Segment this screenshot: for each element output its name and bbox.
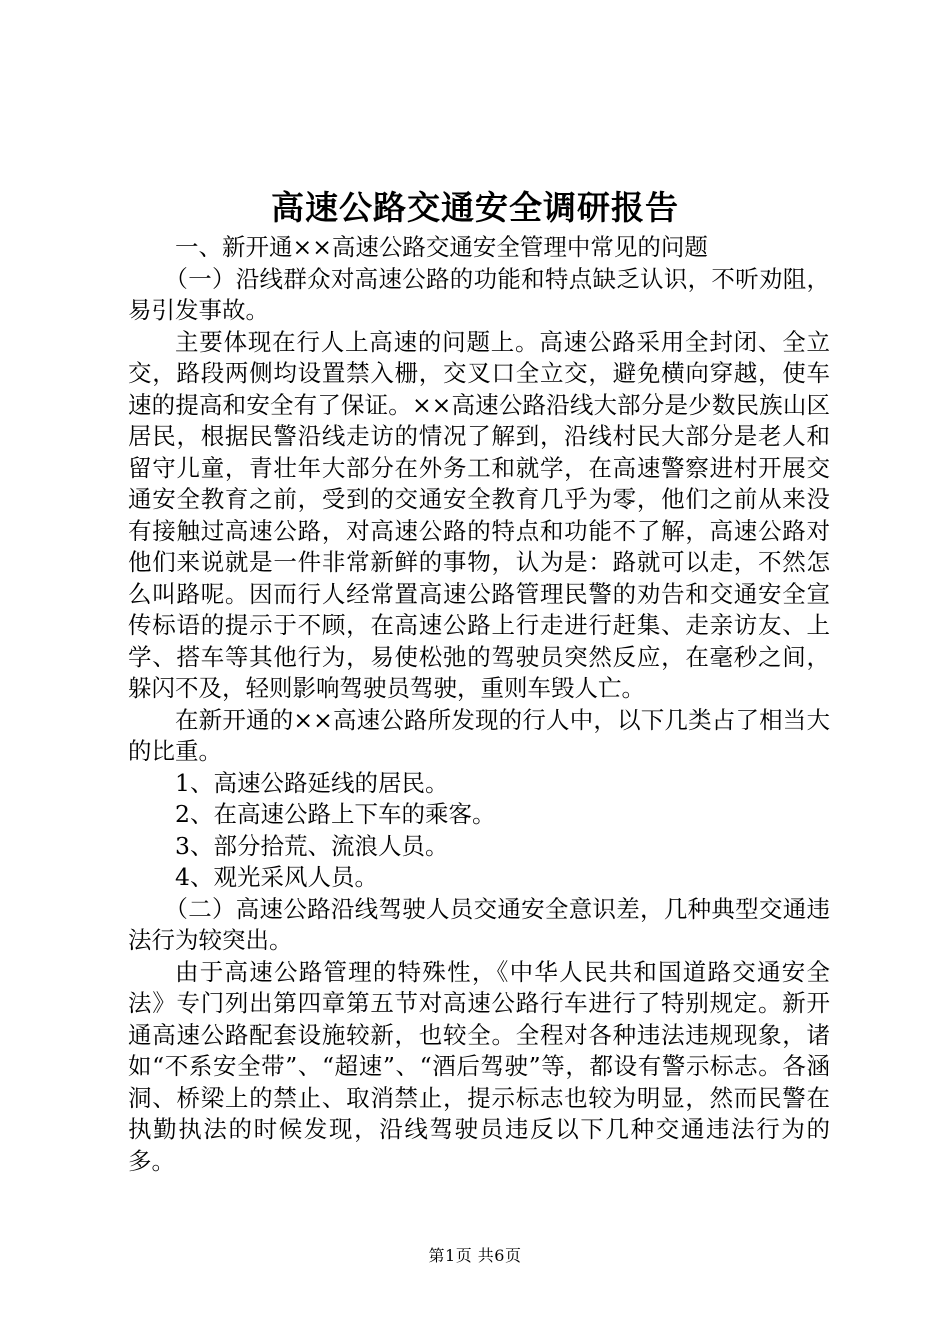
list-item: 3、部分拾荒、流浪人员。: [175, 831, 449, 860]
section-heading: 一、新开通××高速公路交通安全管理中常见的问题: [175, 233, 708, 261]
subsection-heading: （二）高速公路沿线驾驶人员交通安全意识差，几种典型交通违法行为较突出。: [128, 894, 830, 954]
list-item: 2、在高速公路上下车的乘客。: [175, 800, 496, 828]
page-number-footer: 第1页 共6页: [428, 1246, 522, 1265]
subsection-heading: （一）沿线群众对高速公路的功能和特点缺乏认识，不听劝阻，易引发事故。: [128, 264, 830, 324]
body-paragraph: 在新开通的××高速公路所发现的行人中，以下几类占了相当大的比重。: [128, 705, 830, 765]
document-title: 高速公路交通安全调研报告: [271, 188, 679, 227]
list-item: 1、高速公路延线的居民。: [175, 768, 449, 797]
list-item: 4、观光采风人员。: [175, 863, 378, 891]
body-paragraph: 由于高速公路管理的特殊性，《中华人民共和国道路交通安全法》专门列出第四章第五节对高速公路行车进行了特别规定。新开通高速公路配套设施较新，也较全。全程对各种违法违规现象，诸如“不系安全带”、“超速”、“酒后驾驶”等，都设有警示标志。各涵洞、桥梁上的禁止、取消禁止，提示标志也较为明显，然而民警在执勤执法的时候发现，沿线驾驶员违反以下几种交通违法行为的多。: [128, 957, 830, 1175]
document-body: [128, 232, 830, 1177]
body-paragraph: 主要体现在行人上高速的问题上。高速公路采用全封闭、全立交，路段两侧均设置禁入栅，交叉口全立交，避免横向穿越，使车速的提高和安全有了保证。××高速公路沿线大部分是少数民族山区居民，根据民警沿线走访的情况了解到，沿线村民大部分是老人和留守儿童，青壮年大部分在外务工和就学，在高速警察进村开展交通安全教育之前，受到的交通安全教育几乎为零，他们之前从来没有接触过高速公路，对高速公路的特点和功能不了解，高速公路对他们来说就是一件非常新鲜的事物，认为是：路就可以走，不然怎么叫路呢。因而行人经常置高速公路管理民警的劝告和交通安全宣传标语的提示于不顾，在高速公路上行走进行赶集、走亲访友、上学、搭车等其他行为，易使松弛的驾驶员突然反应，在毫秒之间，躲闪不及，轻则影响驾驶员驾驶，重则车毁人亡。: [128, 327, 830, 702]
